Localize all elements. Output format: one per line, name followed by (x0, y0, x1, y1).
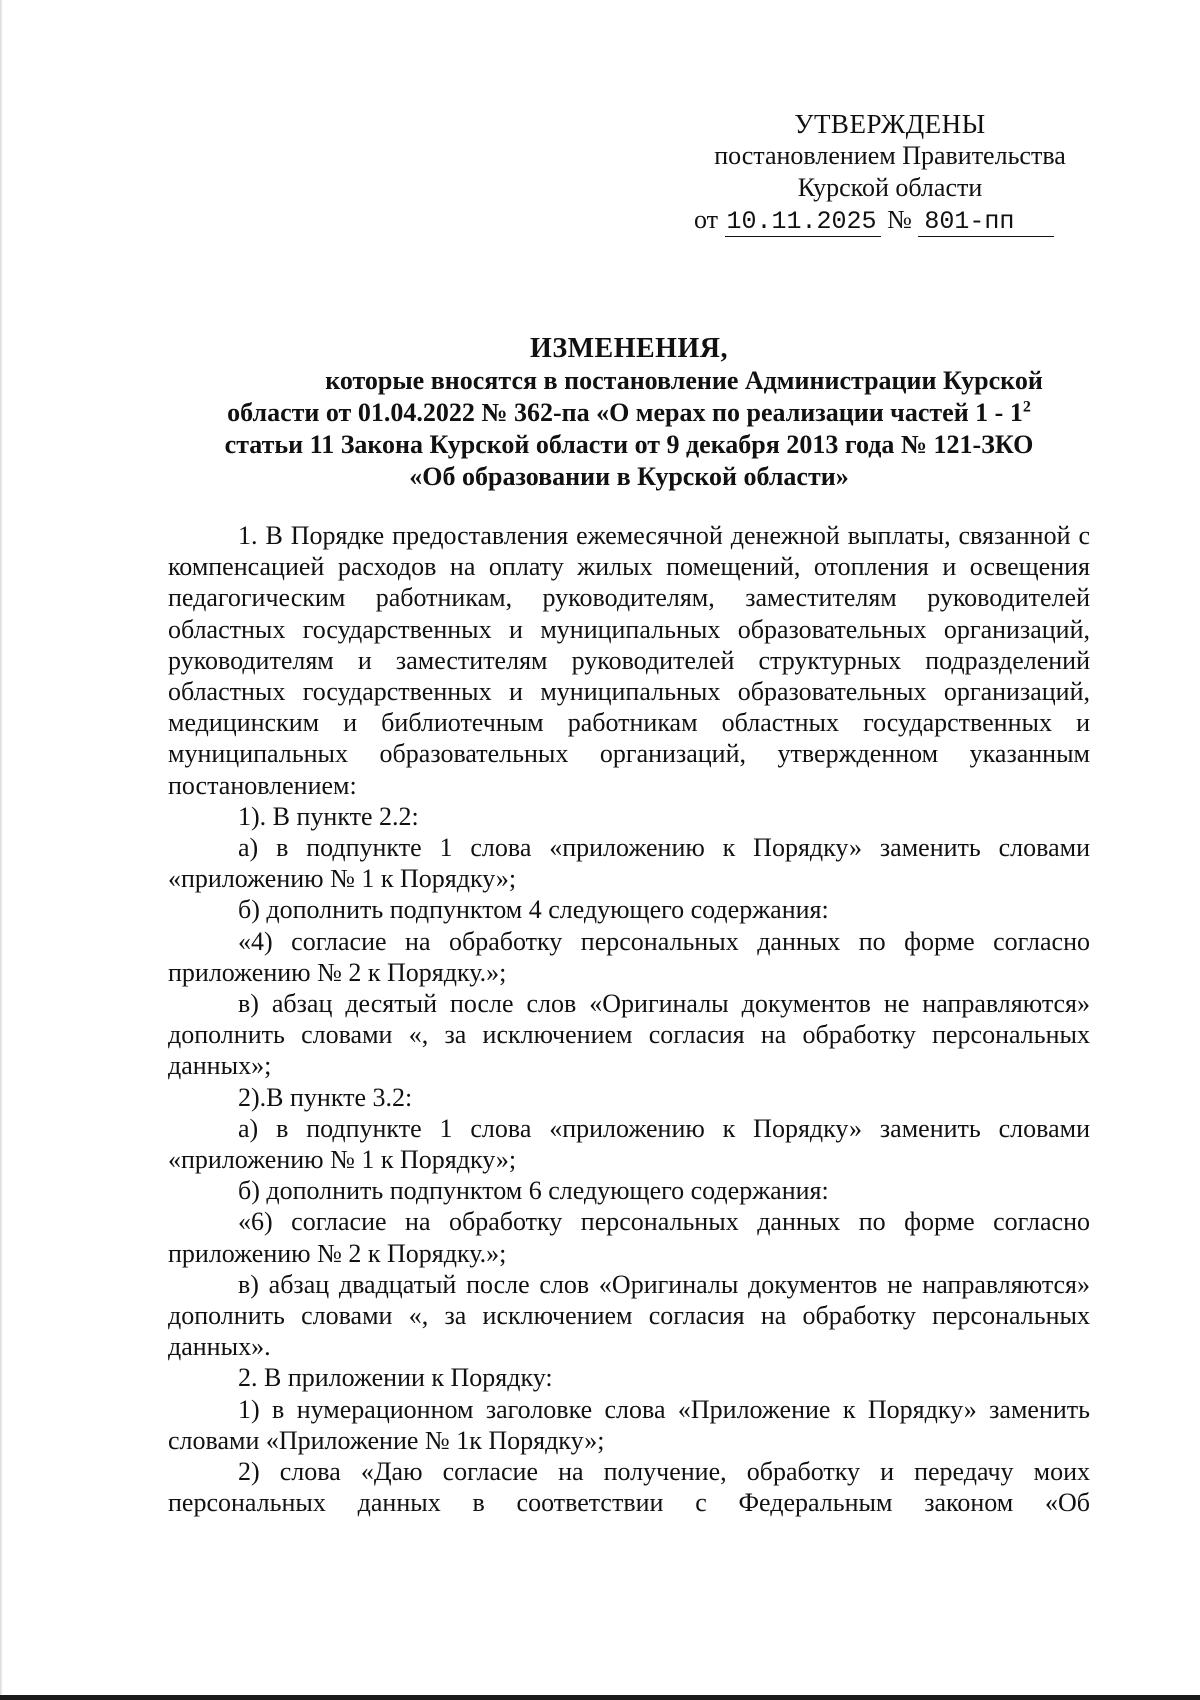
paragraph: а) в подпункте 1 слова «приложению к Порядку» заменить словами «приложению № 1 к Порядку»; (168, 833, 1090, 894)
paragraph: б) дополнить подпунктом 6 следующего содержания: (238, 1176, 829, 1206)
title-line-3: статьи 11 Закона Курской области от 9 декабря 2013 года № 121-ЗКО (224, 430, 1034, 459)
date-prefix: от (694, 205, 719, 234)
date-value: 10.11.2025 (725, 208, 881, 237)
document-title-block (168, 333, 1090, 493)
document-title: ИЗМЕНЕНИЯ, (530, 333, 728, 364)
paragraph: 1) в нумерационном заголовке слова «Приложение к Порядку» заменить словами «Приложение № 1к Порядку»; (168, 1394, 1090, 1455)
title-line-2 (168, 397, 1090, 429)
scan-edge-bottom (0, 1695, 1200, 1700)
paragraph: б) дополнить подпунктом 4 следующего содержания: (238, 895, 829, 925)
approval-line-1: постановлением Правительства (714, 141, 1066, 170)
number-value: 801-пп (918, 208, 1054, 237)
title-line-2-superscript: 2 (1022, 398, 1031, 416)
paragraph: 1). В пункте 2.2: (238, 801, 419, 831)
title-line-2-text: области от 01.04.2022 № 362-па «О мерах по реализации частей 1 - 1 (227, 398, 1023, 427)
title-line-1: которые вносятся в постановление Администрации Курской (325, 366, 1043, 395)
scan-edge-left (0, 0, 3, 1700)
paragraph: 2. В приложении к Порядку: (238, 1363, 553, 1393)
approval-block (670, 108, 1110, 237)
document-body (168, 520, 1090, 1519)
paragraph: «6) согласие на обработку персональных данных по форме согласно приложению № 2 к Порядку.»; (168, 1207, 1090, 1268)
number-sign: № (887, 205, 912, 234)
paragraph: в) абзац десятый после слов «Оригиналы документов не направляются» дополнить словами «, за исключением согласия на обработку персональных данных»; (168, 989, 1090, 1081)
paragraph: а) в подпункте 1 слова «приложению к Порядку» заменить словами «приложению № 1 к Порядку»; (168, 1113, 1090, 1175)
approval-line-2: Курской области (797, 173, 983, 202)
paragraph: 1. В Порядке предоставления ежемесячной денежной выплаты, связанной с компенсацией расходов на оплату жилых помещений, отопления и освещения педагогическим работникам, руководителям, заместителям руководителей областных государственных и муниципальных образовательных организаций, руководителям и заместителям руководителей структурных подразделений областных государственных и муниципальных образовательных организаций, медицинским и библиотечным работникам областных государственных и муниципальных образовательных организаций, утвержденном указанным постановлением: (168, 521, 1090, 800)
title-line-4: «Об образовании в Курской области» (409, 462, 849, 491)
approval-heading: УТВЕРЖДЕНЫ (794, 109, 986, 139)
approval-date-number-line (670, 204, 1110, 237)
paragraph: 2).В пункте 3.2: (238, 1082, 413, 1112)
paragraph: 2) слова «Даю согласие на получение, обработку и передачу моих персональных данных в соответствии с Федеральным законом «Об (168, 1457, 1090, 1518)
paragraph: «4) согласие на обработку персональных данных по форме согласно приложению № 2 к Порядку.»; (168, 926, 1090, 987)
paragraph: в) абзац двадцатый после слов «Оригиналы документов не направляются» дополнить словами «, за исключением согласия на обработку персональных данных». (168, 1269, 1090, 1362)
